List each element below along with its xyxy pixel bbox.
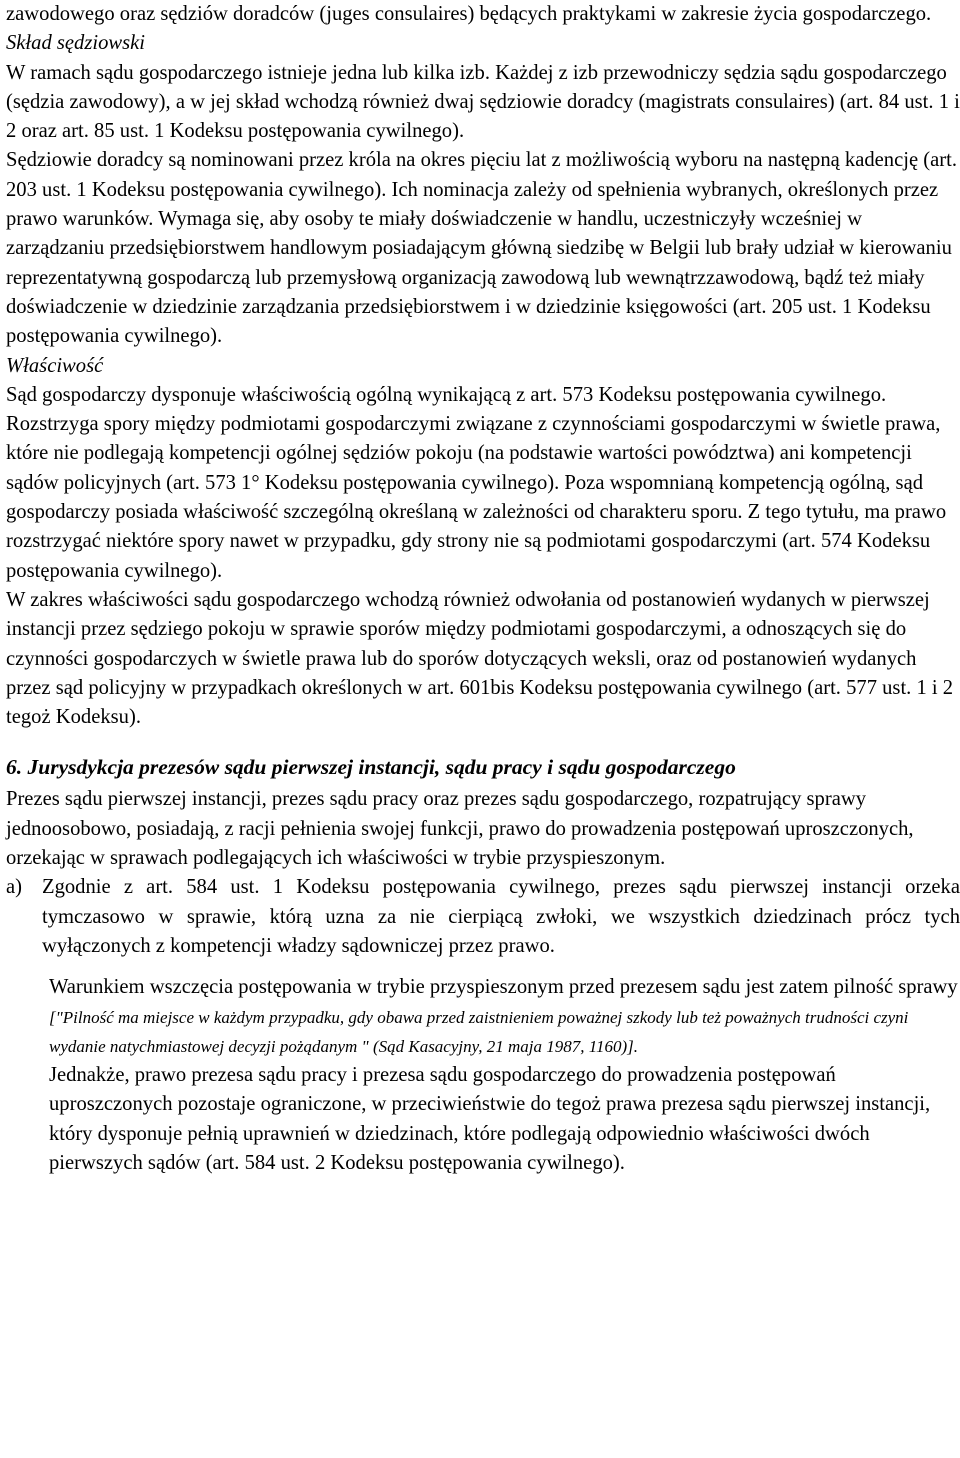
section-spacer bbox=[6, 732, 960, 753]
wlasciwosc-paragraph-1: Sąd gospodarczy dysponuje właściwością ogólną wynikającą z art. 573 Kodeksu postępowania cywilnego. Rozstrzyga spory między podmiotami gospodarczymi związane z czynnościami gospodarczymi w świetle prawa, które nie podlegają kompetencji ogólnej sędziów pokoju (na podstawie wartości powództwa) ani kompetencji sądów policyjnych (art. 573 1° Kodeksu postępowania cywilnego). Poza wspomnianą kompetencją ogólną, sąd gospodarczy posiada właściwość szczególną określaną w zależności od charakteru sporu. Z tego tytułu, ma prawo rozstrzygać niektóre spory nawet w przypadku, gdy strony nie są podmiotami gospodarczymi (art. 574 Kodeksu postępowania cywilnego). bbox=[6, 383, 947, 582]
wlasciwosc-paragraph-2: W zakres właściwości sądu gospodarczego wchodzą również odwołania od postanowień wydanych w pierwszej instancji przez sędziego pokoju w sprawie sporów między podmiotami gospodarczymi, a odnoszących się do czynności gospodarczych w świetle prawa lub do sporów dotyczących weksli, oraz od postanowień wydanych przez sąd policyjny w przypadkach określonych w art. 601bis Kodeksu postępowania cywilnego (art. 577 ust. 1 i 2 tegoż Kodeksu). bbox=[6, 588, 954, 729]
list-marker-a: a) bbox=[6, 876, 22, 899]
indented-paragraph-1-main: Warunkiem wszczęcia postępowania w trybie przyspieszonym przed prezesem sądu jest zatem pilność sprawy bbox=[49, 976, 958, 999]
sklad-paragraph-1: W ramach sądu gospodarczego istnieje jedna lub kilka izb. Każdej z izb przewodniczy sędzia sądu gospodarczego (sędzia zawodowy), a w jej skład wchodzą również dwaj sędziowie doradcy (magistrats consulaires) (art. 84 ust. 1 i 2 oraz art. 85 ust. 1 Kodeksu postępowania cywilnego). bbox=[6, 61, 960, 143]
indented-paragraph-2: Jednakże, prawo prezesa sądu pracy i prezesa sądu gospodarczego do prowadzenia postępowań uproszczonych pozostaje ograniczone, w przeciwieństwie do tegoż prawa prezesa sądu pierwszej instancji, który dysponuje pełnią uprawnień w dziedzinach, które podlegają odpowiednio właściwości dwóch pierwszych sądów (art. 584 ust. 2 Kodeksu postępowania cywilnego). bbox=[49, 1064, 931, 1174]
indented-paragraph-1 bbox=[49, 973, 960, 1061]
indented-paragraph-1-quote: ["Pilność ma miejsce w każdym przypadku, gdy obawa przed zaistnieniem poważnej szkody lub też poważnych trudności czyni wydanie natychmiastowej decyzji pożądanym " (Sąd Kasacyjny, 21 maja 1987, 1160)]. bbox=[49, 1007, 909, 1056]
indented-block bbox=[49, 973, 960, 1178]
section-6-heading: 6. Jurysdykcja prezesów sądu pierwszej instancji, sądu pracy i sądu gospodarczego bbox=[6, 755, 736, 780]
section-heading-sklad: Skład sędziowski bbox=[6, 32, 145, 55]
sklad-paragraph-2: Sędziowie doradcy są nominowani przez króla na okres pięciu lat z możliwością wyboru na następną kadencję (art. 203 ust. 1 Kodeksu postępowania cywilnego). Ich nominacja zależy od spełnienia wybranych, określonych przez prawo warunków. Wymaga się, aby osoby te miały doświadczenie w handlu, uczestniczyły wcześniej w zarządzaniu przedsiębiorstwem handlowym posiadającym główną siedzibę w Belgii lub brały udział w kierowaniu reprezentatywną gospodarczą lub przemysłową organizacją zawodową lub wewnątrzzawodową, bądź też miały doświadczenie w dziedzinie zarządzania przedsiębiorstwem i w dziedzinie księgowości (art. 205 ust. 1 Kodeksu postępowania cywilnego). bbox=[6, 149, 957, 348]
section-heading-wlasciwosc: Właściwość bbox=[6, 354, 104, 377]
top-paragraph: zawodowego oraz sędziów doradców (juges consulaires) będących praktykami w zakresie życia gospodarczego. bbox=[6, 3, 932, 25]
section-6-intro: Prezes sądu pierwszej instancji, prezes sądu pracy oraz prezes sądu gospodarczego, rozpatrujący sprawy jednoosobowo, posiadają, z racji pełnienia swojej funkcji, prawo do prowadzenia postępowań uproszczonych, orzekając w sprawach podlegających ich właściwości w trybie przyspieszonym. bbox=[6, 788, 914, 870]
list-item-a-text: Zgodnie z art. 584 ust. 1 Kodeksu postępowania cywilnego, prezes sądu pierwszej instancji orzeka tymczasowo w sprawie, którą uzna za nie cierpiącą zwłoki, we wszystkich dziedzinach prócz tych wyłączonych z kompetencji władzy sądowniczej przez prawo. bbox=[42, 876, 960, 957]
list-item-a bbox=[6, 873, 960, 961]
